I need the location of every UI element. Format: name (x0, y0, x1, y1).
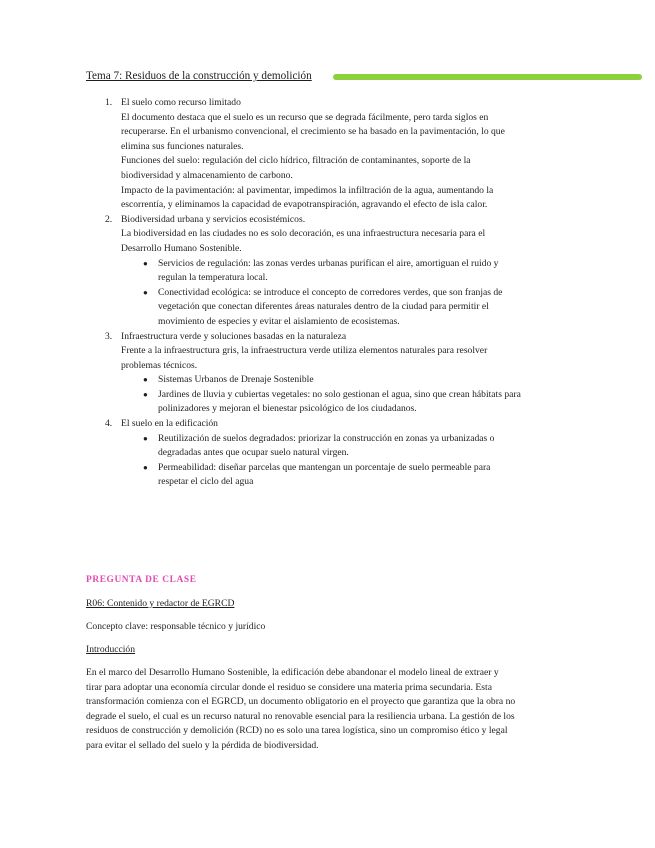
list-item (86, 417, 521, 432)
bullet-text: Servicios de regulación: las zonas verdes urbanas purifican el aire, amortiguan el ruido y regulan la temperatura local. (158, 257, 499, 284)
title-row (86, 70, 642, 86)
section-heading: El suelo en la edificación (121, 418, 218, 430)
topic-list (86, 96, 521, 490)
title-accent-bar (333, 74, 642, 80)
bullet-item (86, 432, 521, 461)
list-number: 4. (105, 418, 113, 430)
bullet-icon: ● (143, 375, 148, 385)
bullet-item (86, 461, 521, 490)
bullet-icon: ● (143, 258, 148, 268)
bullet-icon: ● (143, 287, 148, 297)
bullet-text: Reutilización de suelos degradados: priorizar la construcción en zonas ya urbanizadas o degradadas antes que ocupar suelo natural virgen. (158, 432, 495, 459)
bullet-item (86, 373, 521, 388)
section-paragraph: Impacto de la pavimentación: al pavimentar, impedimos la infiltración de la agua, aumentando la escorrentía, y eliminamos la capacidad de evapotranspiración, agravando el efecto de isla calor. (121, 184, 494, 211)
list-number: 1. (105, 97, 113, 108)
bullet-text: Permeabilidad: diseñar parcelas que mantengan un porcentaje de suelo permeable para respetar el ciclo del agua (158, 461, 491, 488)
bullet-text: Sistemas Urbanos de Drenaje Sostenible (158, 374, 314, 386)
section-heading: Biodiversidad urbana y servicios ecosistémicos. (121, 213, 306, 225)
bullet-item (86, 388, 521, 417)
bullet-text: Jardines de lluvia y cubiertas vegetales: no solo gestionan el agua, sino que crean hábitats para polinizadores y mejoran el bienestar psicológico de los ciudadanos. (158, 388, 521, 415)
section-paragraph: Funciones del suelo: regulación del ciclo hídrico, filtración de contaminantes, soporte de la biodiversidad y almacenamiento de carbono. (121, 155, 471, 181)
bullet-item (86, 286, 521, 330)
section-heading: Infraestructura verde y soluciones basadas en la naturaleza (121, 330, 347, 342)
bullet-icon: ● (143, 462, 148, 472)
list-item (86, 213, 521, 257)
section-paragraph: El documento destaca que el suelo es un recurso que se degrada fácilmente, pero tarda siglos en recuperarse. En el urbanismo convencional, el crecimiento se ha basado en la pavimentación, lo que elimina sus funciones naturales. (121, 111, 505, 152)
section-paragraph: La biodiversidad en las ciudades no es solo decoración, es una infraestructura necesaria para el Desarrollo Humano Sostenible. (121, 228, 486, 254)
document-title: Tema 7: Residuos de la construcción y demolición (86, 70, 312, 82)
bullet-icon: ● (143, 389, 148, 399)
bullet-icon: ● (143, 433, 148, 443)
list-item (86, 330, 521, 345)
list-item (86, 96, 521, 213)
list-number: 2. (105, 213, 113, 225)
intro-paragraph: En el marco del Desarrollo Humano Sostenible, la edificación debe abandonar el modelo lineal de extraer y tirar para adoptar una economía circular donde el residuo se considere una materia prima secundaria. Esta transformación comienza con el EGRCD, un documento obligatorio en el proyecto que garantiza que la obra no degrade el suelo, el cual es un recurso natural no renovable esencial para la resiliencia urbana. La gestión de los residuos de construcción y demolición (RCD) no es solo una tarea logística, sino un compromiso ético y legal para evitar el sellado del suelo y la pérdida de biodiversidad. (86, 667, 516, 751)
question-subtitle: R06: Contenido y redactor de EGRCD (86, 598, 235, 609)
bullet-item (86, 257, 521, 286)
list-number: 3. (105, 330, 113, 342)
section-heading: El suelo como recurso limitado (121, 97, 241, 108)
list-item-body (86, 344, 521, 373)
question-title: PREGUNTA DE CLASE (86, 575, 197, 585)
intro-heading: Introducción (86, 644, 136, 655)
key-concept: Concepto clave: responsable técnico y jurídico (86, 621, 266, 632)
section-paragraph: Frente a la infraestructura gris, la infraestructura verde utiliza elementos naturales para resolver problemas técnicos. (121, 345, 488, 371)
bullet-text: Conectividad ecológica: se introduce el concepto de corredores verdes, que son franjas de vegetación que conectan diferentes áreas naturales dentro de la ciudad para permitir el movimiento de especies y evitar el aislamiento de ecosistemas. (158, 286, 503, 327)
